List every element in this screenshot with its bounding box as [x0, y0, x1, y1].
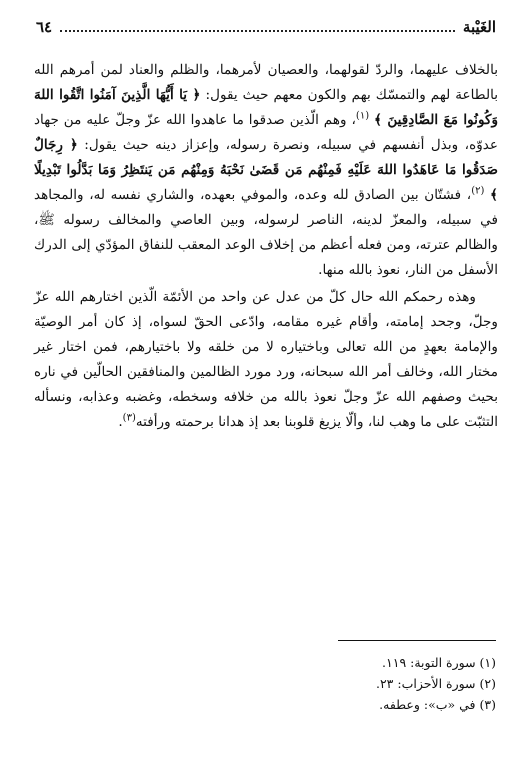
running-header	[36, 14, 496, 40]
running-title: الغَيْبة	[462, 18, 496, 36]
paragraph-1-text: بالخلاف عليهما، والردّ لقولهما، والعصيان لأمرهما، والظلم والعناد لمن أمرهم الله بالطاعة لهم والتمسّك بهم والكون معهم حيث يقول:	[34, 62, 499, 103]
footnote-ref-2[interactable]: (٢)	[471, 185, 485, 197]
quran-verse-2: ﴿ رِجَالٌ صَدَقُوا مَا عَاهَدُوا اللهَ عَلَيْهِ فَمِنْهُم مَن قَضَىٰ نَحْبَهُ وَمِنْهُم مَن يَنتَظِرُ وَمَا بَدَّلُوا تَبْدِيلًا ﴾	[34, 137, 498, 203]
footnote-ref-3[interactable]: (٣)	[122, 412, 136, 424]
page-number: ٦٤	[36, 18, 53, 36]
footnotes	[200, 652, 496, 715]
footnote-2: (٢) سورة الأحزاب: ٢٣.	[375, 676, 496, 691]
paragraph-1	[34, 58, 498, 283]
paragraph-2-end: .	[118, 414, 123, 430]
footnote-ref-1[interactable]: (١)	[355, 110, 370, 122]
header-dot-leader	[60, 30, 455, 32]
paragraph-1-conclusion: ، فشتّان بين الصادق لله وعده، والموفي بعهده، والشاري نفسه له، والمجاهد في سبيله، والمعزّ لدينه، الناصر لرسوله، وبين العاصي والمخالف رسوله ﷺ، والظالم عترته، ومن فعله أعظم من إخلاف الوعد المعقب للنفاق المؤدّي إلى الدرك الأسفل من النار، نعوذ بالله منها.	[34, 187, 498, 278]
quran-verse-1: ﴿ يَا أَيُّهَا الَّذِينَ آمَنُوا اتَّقُوا اللهَ وَكُونُوا مَعَ الصَّادِقِينَ ﴾	[34, 87, 499, 128]
footnote-separator	[338, 640, 496, 641]
paragraph-1-continuation: ، وهم الّذين صدقوا ما عاهدوا الله عزّ وجلّ عليه من جهاد عدوّه، وبذل أنفسهم في سبيله، ونصرة رسوله، وإعزاز دينه حيث يقول:	[34, 112, 499, 153]
paragraph-2	[34, 285, 498, 435]
footnote-1: (١) سورة التوبة: ١١٩.	[382, 655, 496, 670]
footnote-3: (٣) في «ب»: وعطفه.	[379, 697, 496, 712]
paragraph-2-text: وهذه رحمكم الله حال كلّ من عدل عن واحد من الأئمّة الّذين اختارهم الله عزّ وجلّ، وجحد إمامته، وأقام غيره مقامه، وادّعى الحقّ لسواه، إذ كان أمر الوصيّة والإمامة بعهدٍ من الله تعالى وباختياره لا من خلقه ولا باختيارهم، فمن اختار غير مختار الله، وخالف أمر الله سبحانه، ورد مورد الظالمين والمنافقين الحالّين في ناره بحيث وصفهم الله عزّ وجلّ نعوذ بالله من خلافه وسخطه، وغضبه وعذابه، ونسأله التثبّت على ما وهب لنا، وألّا يزيغ قلوبنا بعد إذ هدانا برحمته ورأفته	[34, 289, 498, 430]
main-text	[34, 58, 498, 437]
